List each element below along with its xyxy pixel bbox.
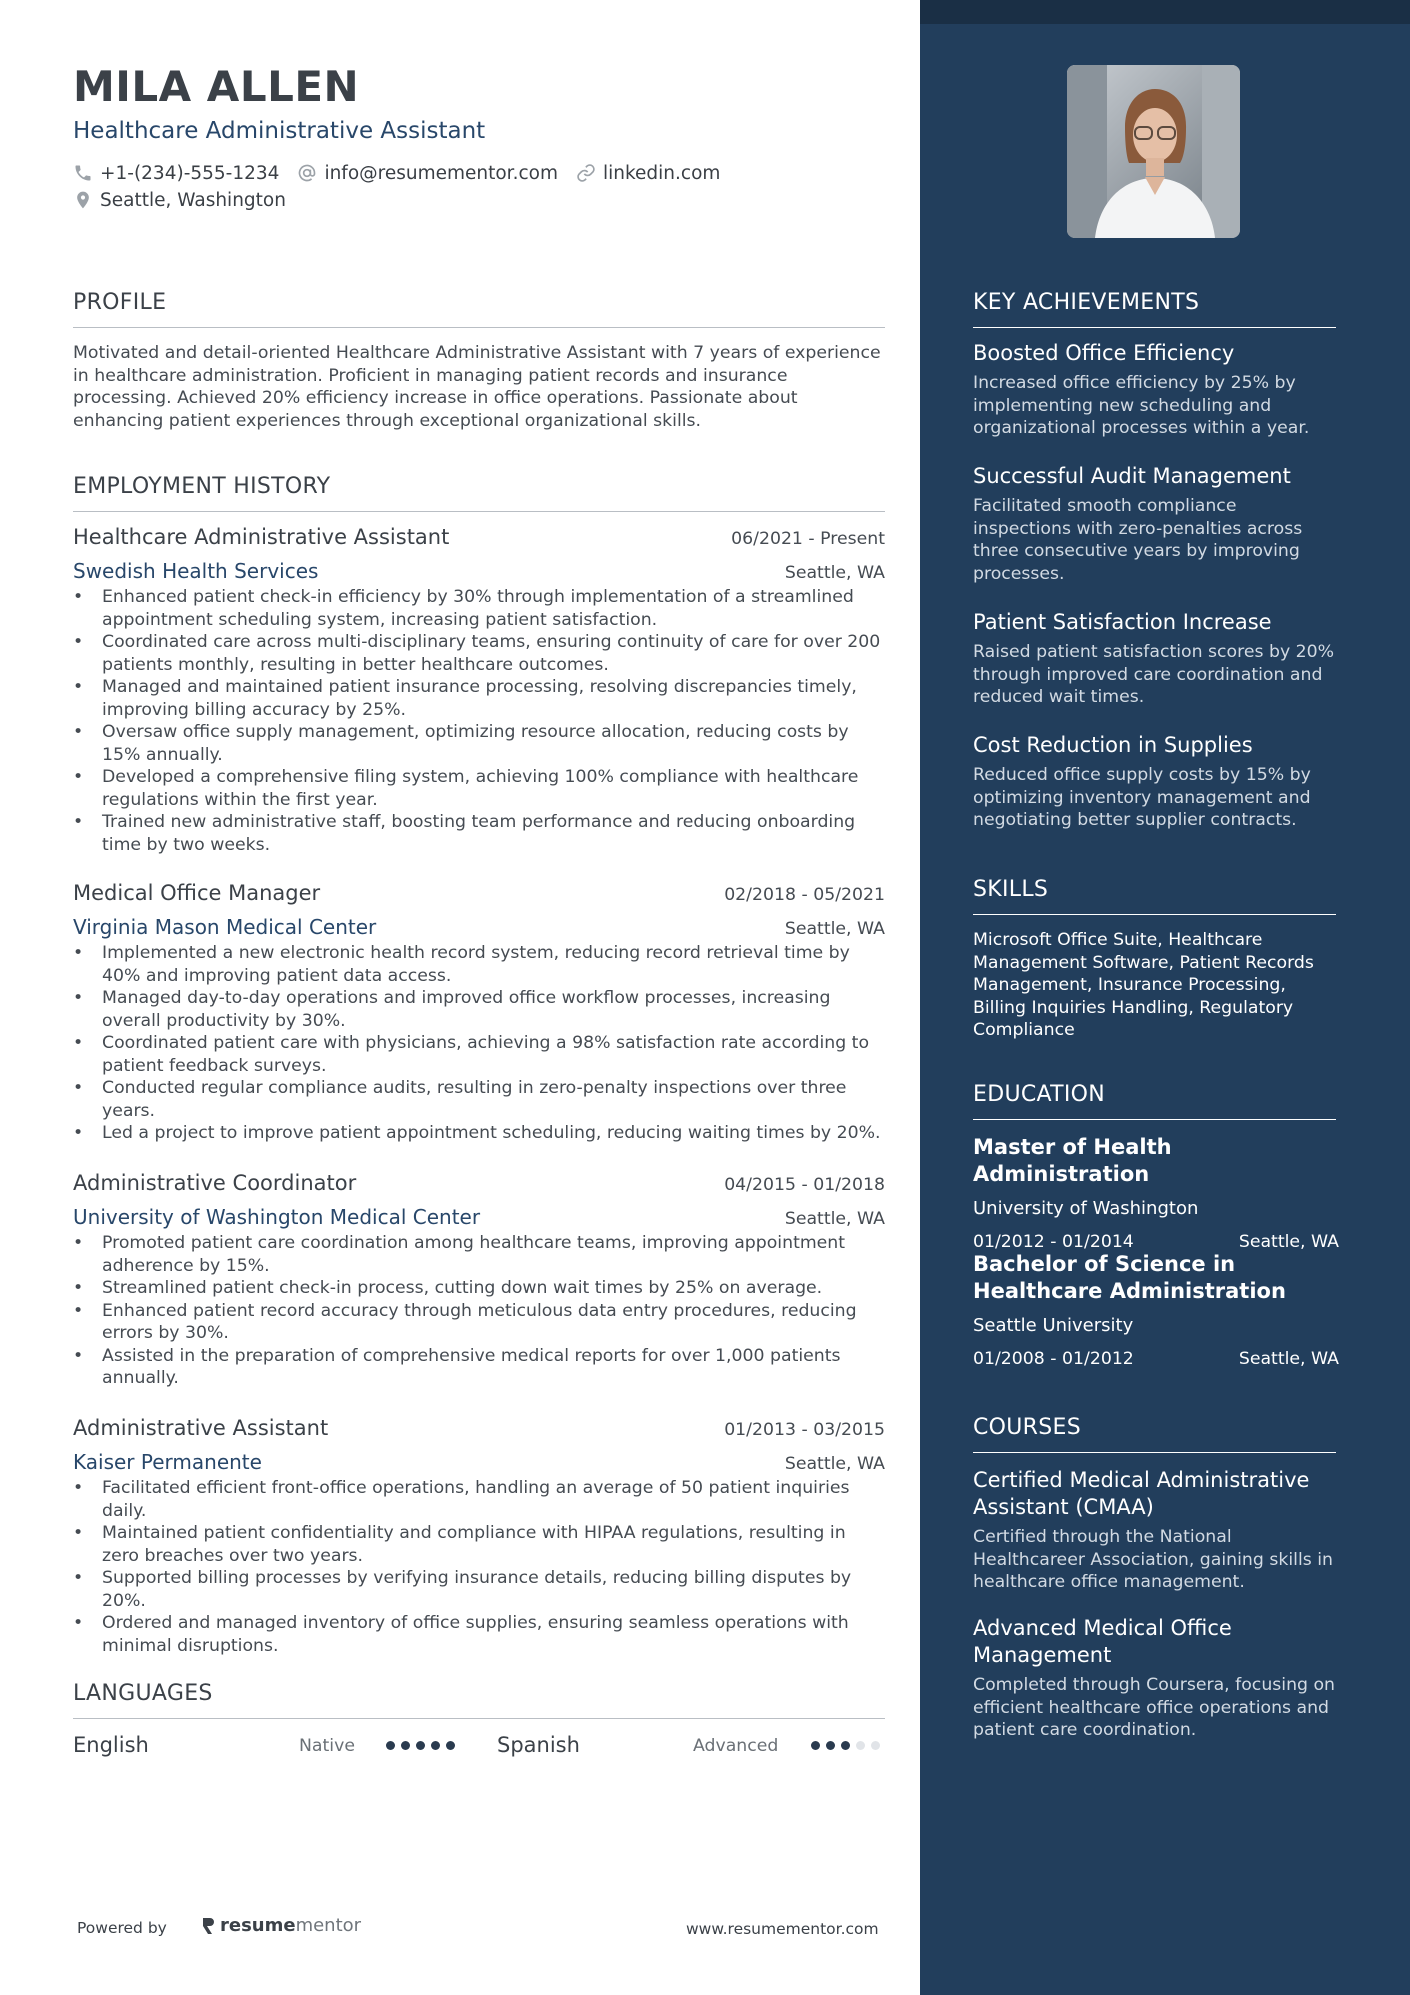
location-pin-icon — [73, 190, 93, 210]
job-date: 01/2013 - 03/2015 — [724, 1420, 885, 1440]
education-school: University of Washington — [973, 1198, 1199, 1219]
job-bullet: • Enhanced patient record accuracy through meticulous data entry procedures, reducing errors by 30%. — [73, 1300, 885, 1345]
course-item — [973, 1467, 1339, 1594]
email-contact[interactable] — [297, 163, 558, 184]
job-title: Healthcare Administrative Assistant — [73, 525, 450, 549]
job-bullet: • Coordinated care across multi-disciplinary teams, ensuring continuity of care for over 200 patients monthly, resulting in better healthcare outcomes. — [73, 631, 885, 676]
job-bullet: • Streamlined patient check-in process, cutting down wait times by 25% on average. — [73, 1277, 885, 1300]
language-rating — [386, 1741, 461, 1750]
education-item — [973, 1251, 1339, 1369]
profile-heading: PROFILE — [73, 290, 885, 328]
language-name: Spanish — [497, 1733, 580, 1757]
link-icon — [576, 163, 596, 183]
job-entry — [73, 1416, 885, 1657]
sidebar-top-bar — [920, 0, 1410, 24]
achievement-desc: Increased office efficiency by 25% by implementing new scheduling and organizational processes within a year. — [973, 373, 1310, 438]
achievement-title: Successful Audit Management — [973, 464, 1291, 488]
languages-list — [73, 1733, 885, 1763]
achievement-desc: Raised patient satisfaction scores by 20% through improved care coordination and reduced wait times. — [973, 642, 1335, 707]
job-date: 02/2018 - 05/2021 — [724, 885, 885, 905]
job-bullet: • Implemented a new electronic health record system, reducing record retrieval time by 40% and improving patient data access. — [73, 942, 885, 987]
achievement-desc: Reduced office supply costs by 15% by optimizing inventory management and negotiating better supplier contracts. — [973, 765, 1311, 830]
job-bullet: • Promoted patient care coordination among healthcare teams, improving appointment adherence by 15%. — [73, 1232, 885, 1277]
candidate-role: Healthcare Administrative Assistant — [73, 118, 486, 144]
rating-dot — [446, 1741, 455, 1750]
linkedin-text[interactable]: linkedin.com — [602, 162, 721, 184]
job-bullet: • Ordered and managed inventory of office supplies, ensuring seamless operations with minimal disruptions. — [73, 1612, 885, 1657]
achievements-heading: KEY ACHIEVEMENTS — [973, 290, 1336, 328]
candidate-name: MILA ALLEN — [73, 62, 360, 111]
achievement-title: Cost Reduction in Supplies — [973, 733, 1253, 757]
course-title: Certified Medical Administrative Assistant (CMAA) — [973, 1468, 1310, 1519]
job-company: Kaiser Permanente — [73, 1450, 262, 1474]
education-heading: EDUCATION — [973, 1082, 1336, 1120]
rating-dot — [841, 1741, 850, 1750]
education-location: Seattle, WA — [1238, 1349, 1339, 1369]
job-entry — [73, 881, 885, 1145]
employment-heading: EMPLOYMENT HISTORY — [73, 474, 885, 512]
job-bullets — [73, 1232, 885, 1390]
linkedin-contact[interactable] — [576, 163, 720, 184]
email-text[interactable]: info@resumementor.com — [324, 162, 558, 184]
resumementor-logo[interactable] — [200, 1915, 361, 1936]
job-bullets — [73, 1477, 885, 1657]
achievement-title: Boosted Office Efficiency — [973, 341, 1235, 365]
resumementor-logo-icon — [200, 1916, 216, 1936]
job-bullet: • Led a project to improve patient appointment scheduling, reducing waiting times by 20%. — [73, 1122, 885, 1145]
powered-by-text: Powered by — [77, 1919, 167, 1937]
job-date: 06/2021 - Present — [731, 529, 885, 549]
course-item — [973, 1615, 1339, 1742]
job-bullet: • Managed day-to-day operations and improved office workflow processes, increasing overall productivity by 30%. — [73, 987, 885, 1032]
job-title: Administrative Coordinator — [73, 1171, 357, 1195]
achievement-item — [973, 732, 1339, 832]
job-title: Administrative Assistant — [73, 1416, 329, 1440]
job-bullet: • Developed a comprehensive filing system, achieving 100% compliance with healthcare regulations within the first year. — [73, 766, 885, 811]
language-level: Advanced — [693, 1736, 779, 1756]
achievement-title: Patient Satisfaction Increase — [973, 610, 1272, 634]
location-text: Seattle, Washington — [100, 189, 286, 211]
job-bullet: • Maintained patient confidentiality and compliance with HIPAA regulations, resulting in zero breaches over two years. — [73, 1522, 885, 1567]
achievement-item — [973, 340, 1339, 440]
rating-dot — [416, 1741, 425, 1750]
job-bullet: • Managed and maintained patient insurance processing, resolving discrepancies timely, improving billing accuracy by 25%. — [73, 676, 885, 721]
education-dates: 01/2008 - 01/2012 — [973, 1349, 1134, 1369]
rating-dot — [871, 1741, 880, 1750]
skills-heading: SKILLS — [973, 877, 1336, 915]
job-bullet: • Oversaw office supply management, optimizing resource allocation, reducing costs by 15% annually. — [73, 721, 885, 766]
achievement-item — [973, 609, 1339, 709]
job-bullets — [73, 586, 885, 856]
languages-heading: LANGUAGES — [73, 1681, 885, 1719]
job-company: Swedish Health Services — [73, 559, 319, 583]
rating-dot — [856, 1741, 865, 1750]
education-location: Seattle, WA — [1238, 1232, 1339, 1252]
job-bullet: • Coordinated patient care with physicians, achieving a 98% satisfaction rate according to patient feedback surveys. — [73, 1032, 885, 1077]
job-company: Virginia Mason Medical Center — [73, 915, 377, 939]
job-location: Seattle, WA — [784, 1209, 885, 1229]
job-company: University of Washington Medical Center — [73, 1205, 481, 1229]
sidebar — [920, 0, 1410, 1995]
job-bullet: • Supported billing processes by verifying insurance details, reducing billing disputes by 20%. — [73, 1567, 885, 1612]
rating-dot — [811, 1741, 820, 1750]
profile-photo — [1067, 65, 1240, 238]
language-rating — [811, 1741, 886, 1750]
achievement-item — [973, 463, 1339, 585]
rating-dot — [401, 1741, 410, 1750]
job-bullet: • Conducted regular compliance audits, resulting in zero-penalty inspections over three years. — [73, 1077, 885, 1122]
language-level: Native — [299, 1736, 355, 1756]
footer-url[interactable]: www.resumementor.com — [686, 1920, 879, 1938]
education-school: Seattle University — [973, 1315, 1134, 1336]
job-location: Seattle, WA — [784, 919, 885, 939]
job-bullet: • Trained new administrative staff, boosting team performance and reducing onboarding time by two weeks. — [73, 811, 885, 856]
person-photo-icon — [1067, 65, 1240, 238]
job-bullet: • Facilitated efficient front-office operations, handling an average of 50 patient inquiries daily. — [73, 1477, 885, 1522]
logo-text-light: mentor — [295, 1915, 362, 1936]
phone-text: +1-(234)-555-1234 — [100, 162, 280, 184]
courses-heading: COURSES — [973, 1415, 1336, 1453]
job-date: 04/2015 - 01/2018 — [724, 1175, 885, 1195]
course-desc: Certified through the National Healthcareer Association, gaining skills in healthcare office management. — [973, 1527, 1334, 1592]
skills-text: Microsoft Office Suite, Healthcare Management Software, Patient Records Management, Insurance Processing, Billing Inquiries Handling, Regulatory Compliance — [973, 930, 1314, 1040]
job-bullet: • Assisted in the preparation of comprehensive medical reports for over 1,000 patients annually. — [73, 1345, 885, 1390]
education-dates: 01/2012 - 01/2014 — [973, 1232, 1134, 1252]
course-title: Advanced Medical Office Management — [973, 1616, 1232, 1667]
education-item — [973, 1134, 1339, 1252]
logo-text-bold: resume — [220, 1915, 296, 1936]
job-bullets — [73, 942, 885, 1145]
job-location: Seattle, WA — [784, 1454, 885, 1474]
phone-icon — [73, 163, 93, 183]
location-contact — [73, 190, 286, 211]
course-desc: Completed through Coursera, focusing on efficient healthcare office operations and patient care coordination. — [973, 1675, 1336, 1740]
rating-dot — [431, 1741, 440, 1750]
rating-dot — [826, 1741, 835, 1750]
language-name: English — [73, 1733, 149, 1757]
job-title: Medical Office Manager — [73, 881, 321, 905]
education-degree: Master of Health Administration — [973, 1135, 1172, 1186]
profile-text: Motivated and detail-oriented Healthcare Administrative Assistant with 7 years of experience in healthcare administration. Proficient in managing patient records and insurance processing. Achieved 20% efficiency increase in office operations. Passionate about enhancing patient experiences through exceptional organizational skills. — [73, 343, 881, 431]
job-location: Seattle, WA — [784, 563, 885, 583]
achievement-desc: Facilitated smooth compliance inspections with zero-penalties across three consecutive years by improving processes. — [973, 496, 1303, 584]
job-entry — [73, 1171, 885, 1390]
contact-info — [73, 160, 738, 214]
education-degree: Bachelor of Science in Healthcare Administration — [973, 1252, 1286, 1303]
job-bullet: • Enhanced patient check-in efficiency by 30% through implementation of a streamlined appointment scheduling system, increasing patient satisfaction. — [73, 586, 885, 631]
at-icon — [297, 163, 317, 183]
phone-contact — [73, 163, 279, 184]
job-entry — [73, 525, 885, 856]
rating-dot — [386, 1741, 395, 1750]
